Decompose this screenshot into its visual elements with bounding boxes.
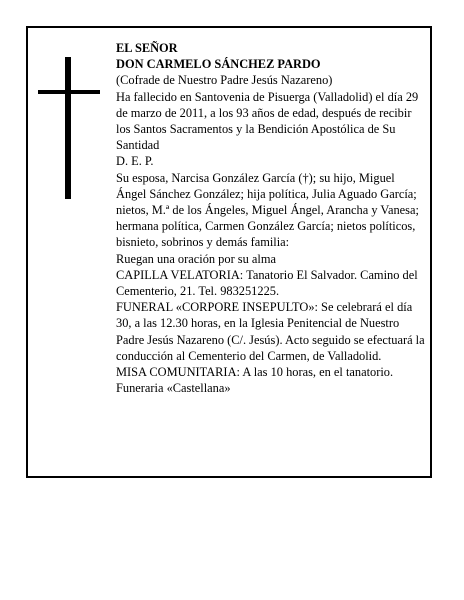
chapel-info: CAPILLA VELATORIA: Tanatorio El Salvador. Camino del Cementerio, 21. Tel. 983251225. — [116, 267, 418, 299]
prayer-request: Ruegan una oración por su alma — [116, 251, 276, 266]
cross-vertical-bar — [65, 57, 71, 199]
cross-horizontal-bar — [38, 90, 100, 94]
funeral-home: Funeraria «Castellana» — [116, 381, 231, 396]
funeral-info: FUNERAL «CORPORE INSEPULTO»: Se celebrará el día 30, a las 12.30 horas, en la Iglesia Penitencial de Nuestro Padre Jesús Nazareno (C/. Jesús). Acto seguido se efectuará la conducción al Cementerio del Carmen, de Valladolid. — [116, 300, 425, 363]
death-info: Ha fallecido en Santovenia de Pisuerga (Valladolid) el día 29 de marzo de 2011, a los 93 años de edad, después de recibir los Santos Sacramentos y la Bendición Apostólica de Su Santidad — [116, 89, 419, 153]
rest-in-peace: D. E. P. — [116, 154, 154, 169]
latin-cross-icon — [38, 57, 100, 199]
family-list: Su esposa, Narcisa González García (†); su hijo, Miguel Ángel Sánchez González; hija política, Julia Aguado García; nietos, M.ª de los Ángeles, Miguel Ángel, Arancha y Vanesa; hermana política, Carmen González García; nietos políticos, bisnieto, sobrinos y demás familia: — [116, 170, 419, 250]
obituary-text — [116, 40, 428, 396]
deceased-name: DON CARMELO SÁNCHEZ PARDO — [116, 57, 321, 72]
deceased-affiliation: (Cofrade de Nuestro Padre Jesús Nazareno) — [116, 73, 333, 88]
mass-info: MISA COMUNITARIA: A las 10 horas, en el tanatorio. — [116, 365, 394, 380]
deceased-title: EL SEÑOR — [116, 41, 178, 55]
obituary-notice — [26, 26, 432, 478]
